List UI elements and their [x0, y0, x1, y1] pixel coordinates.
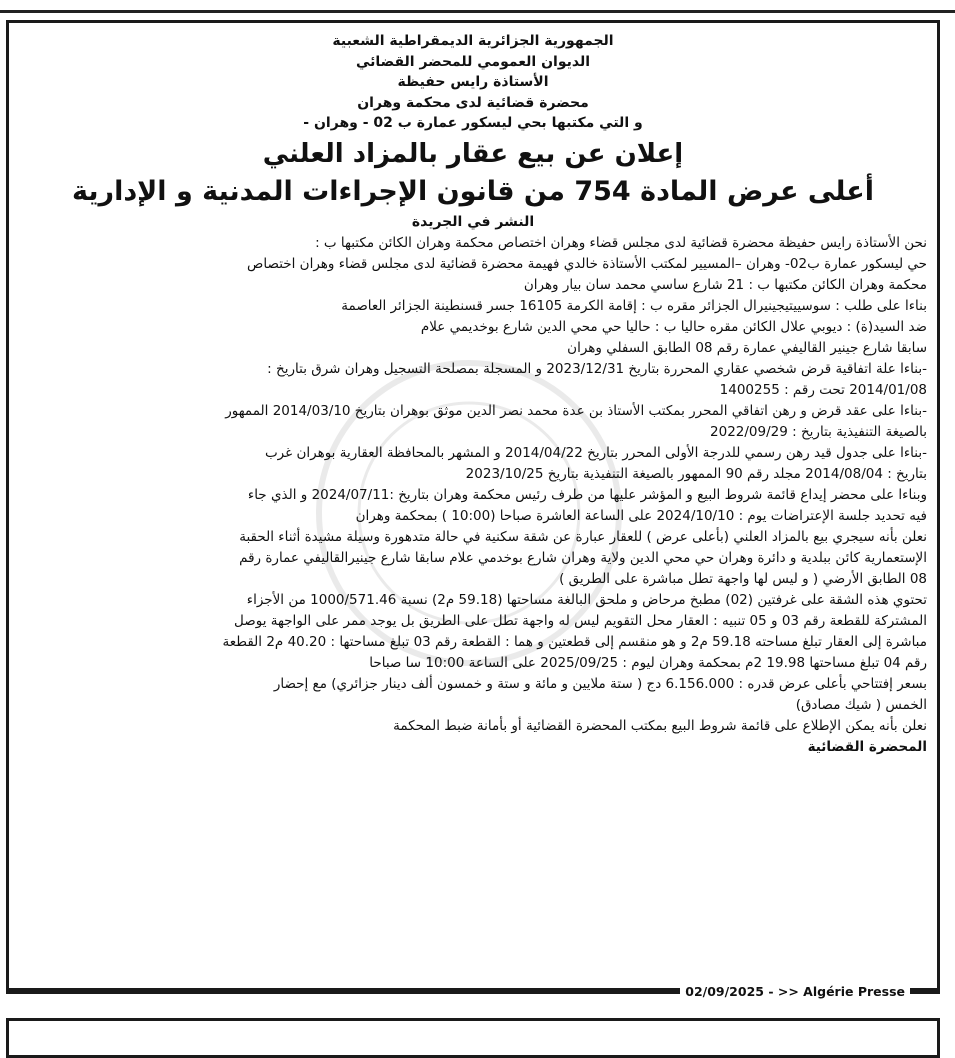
body-line: وبناءا على محضر إيداع قائمة شروط البيع و المؤشر عليها من طرف رئيس محكمة وهران بتاريخ :2024/07/11 و الذي جاء	[247, 486, 927, 503]
body-line: نعلن بأنه يمكن الإطلاع على قائمة شروط البيع بمكتب المحضرة القضائية أو بأمانة ضبط المحكمة	[393, 717, 927, 734]
body-line: -بناءا على جدول قيد رهن رسمي للدرجة الأولى المحرر بتاريخ 2014/04/22 و المشهر بالمحافظة العقارية بوهران غرب	[264, 444, 927, 461]
top-rule	[0, 10, 955, 13]
body-line: نحن الأستاذة رايس حفيظة محضرة قضائية لدى مجلس قضاء وهران اختصاص محكمة وهران الكائن مكتبها ب :	[315, 234, 927, 251]
footer-source: 02/09/2025 - >> Algérie Presse	[680, 982, 910, 1002]
body-line: نعلن بأنه سيجري بيع بالمزاد العلني (بأعلى عرض ) للعقار عبارة عن شقة سكنية في حالة متدهورة وسيلة مشيدة أثناء الحقبة	[239, 528, 927, 545]
body-line: محكمة وهران الكائن مكتبها ب : 21 شارع ساسي محمد سان بيار وهران	[523, 276, 927, 293]
body-line: بناءا على طلب : سوسييتيجينيرال الجزائر مقره ب : إقامة الكرمة 16105 جسر قسنطينة الجزائر العاصمة	[341, 297, 927, 314]
header-line: الأستاذة رايس حفيظة	[397, 74, 549, 90]
notice-frame	[6, 20, 940, 991]
body-line: الإستعمارية كائن ببلدية و دائرة وهران حي محي الدين ولاية وهران شارع بوخدمي علام سابقا شارع جينيرالقاليفي عمارة رقم	[239, 549, 927, 566]
header-line: محضرة قضائية لدى محكمة وهران	[357, 94, 589, 111]
header-line: و التي مكتبها بحي ليسكور عمارة ب 02 - وهران -	[303, 115, 643, 131]
body-line: رقم 04 تبلغ مساحتها 19.98 2م بمحكمة وهران ليوم : 2025/09/25 على الساعة 10:00 سا صباحا	[369, 654, 927, 671]
body-line: المشتركة للقطعة رقم 03 و 05 تنبيه : العقار محل التقويم ليس له واجهة تطل على الطريق بل يوجد ممر على الواجهة يوصل	[234, 612, 927, 629]
body-line: -بناءا علة اتفاقية قرض شخصي عقاري المحررة بتاريخ 2023/12/31 و المسجلة بمصلحة التسجيل وهران شرق بتاريخ :	[267, 360, 927, 377]
body-line: فيه تحديد جلسة الإعتراضات يوم : 2024/10/10 على الساعة العاشرة صباحا (10:00 ) بمحكمة وهران	[355, 507, 927, 524]
signature: المحضرة القضائية	[807, 738, 927, 755]
section-heading: النشر في الجريدة	[411, 213, 535, 230]
body-line: الخمس ( شيك مصادق)	[795, 696, 927, 713]
body-line: مباشرة إلى العقار تبلغ مساحته 59.18 م2 و هو منقسم إلى قطعتين و هما : القطعة رقم 03 تبلغ مساحتها : 40.20 م2 القطعة	[222, 633, 927, 650]
footer-bar	[6, 982, 940, 1002]
body-line: 08 الطابق الأرضي ( و ليس لها واجهة تطل مباشرة على الطريق )	[559, 570, 927, 587]
body-line: 2014/01/08 تحت رقم : 1400255	[719, 381, 927, 398]
notice-subtitle: أعلى عرض المادة 754 من قانون الإجراءات المدنية و الإدارية	[72, 175, 874, 207]
header-line: الجمهورية الجزائرية الديمقراطية الشعبية	[332, 33, 614, 49]
notice-title: إعلان عن بيع عقار بالمزاد العلني	[262, 138, 684, 169]
notice-content	[19, 31, 927, 976]
body-line: -بناءا على عقد قرض و رهن اتفاقي المحرر بمكتب الأستاذ بن عدة محمد نصر الدين موثق بوهران بتاريخ 2014/03/10 الممهور	[225, 402, 927, 419]
body-line: تحتوي هذه الشقة على غرفتين (02) مطبخ مرحاض و ملحق البالغة مساحتها (59.18 م2) نسبة 1000/571.46 من الأجزاء	[246, 591, 927, 608]
body-line: حي ليسكور عمارة ب02- وهران –المسيير لمكتب الأستاذة خالدي فهيمة محضرة قضائية لدى مجلس قضاء وهران اختصاص	[247, 255, 927, 272]
body-line: ضد السيد(ة) : ديوبي علال الكائن مقره حاليا ب : حاليا حي محي الدين شارع بوخديمي علام	[420, 318, 927, 335]
header-line: الديوان العمومي للمحضر القضائي	[355, 53, 591, 70]
body-line: بتاريخ : 2014/08/04 مجلد رقم 90 الممهور بالصيغة التنفيذية بتاريخ 2023/10/25	[465, 465, 927, 482]
next-notice-frame	[6, 1018, 940, 1058]
body-line: سابقا شارع جينير القاليفي عمارة رقم 08 الطابق السفلي وهران	[567, 339, 927, 356]
body-line: بالصيغة التنفيذية بتاريخ : 2022/09/29	[710, 423, 927, 440]
body-line: بسعر إفتتاحي بأعلى عرض قدره : 6.156.000 دج ( ستة ملايين و مائة و ستة و خمسون ألف دينار جزائري) مع إحضار	[273, 675, 927, 692]
